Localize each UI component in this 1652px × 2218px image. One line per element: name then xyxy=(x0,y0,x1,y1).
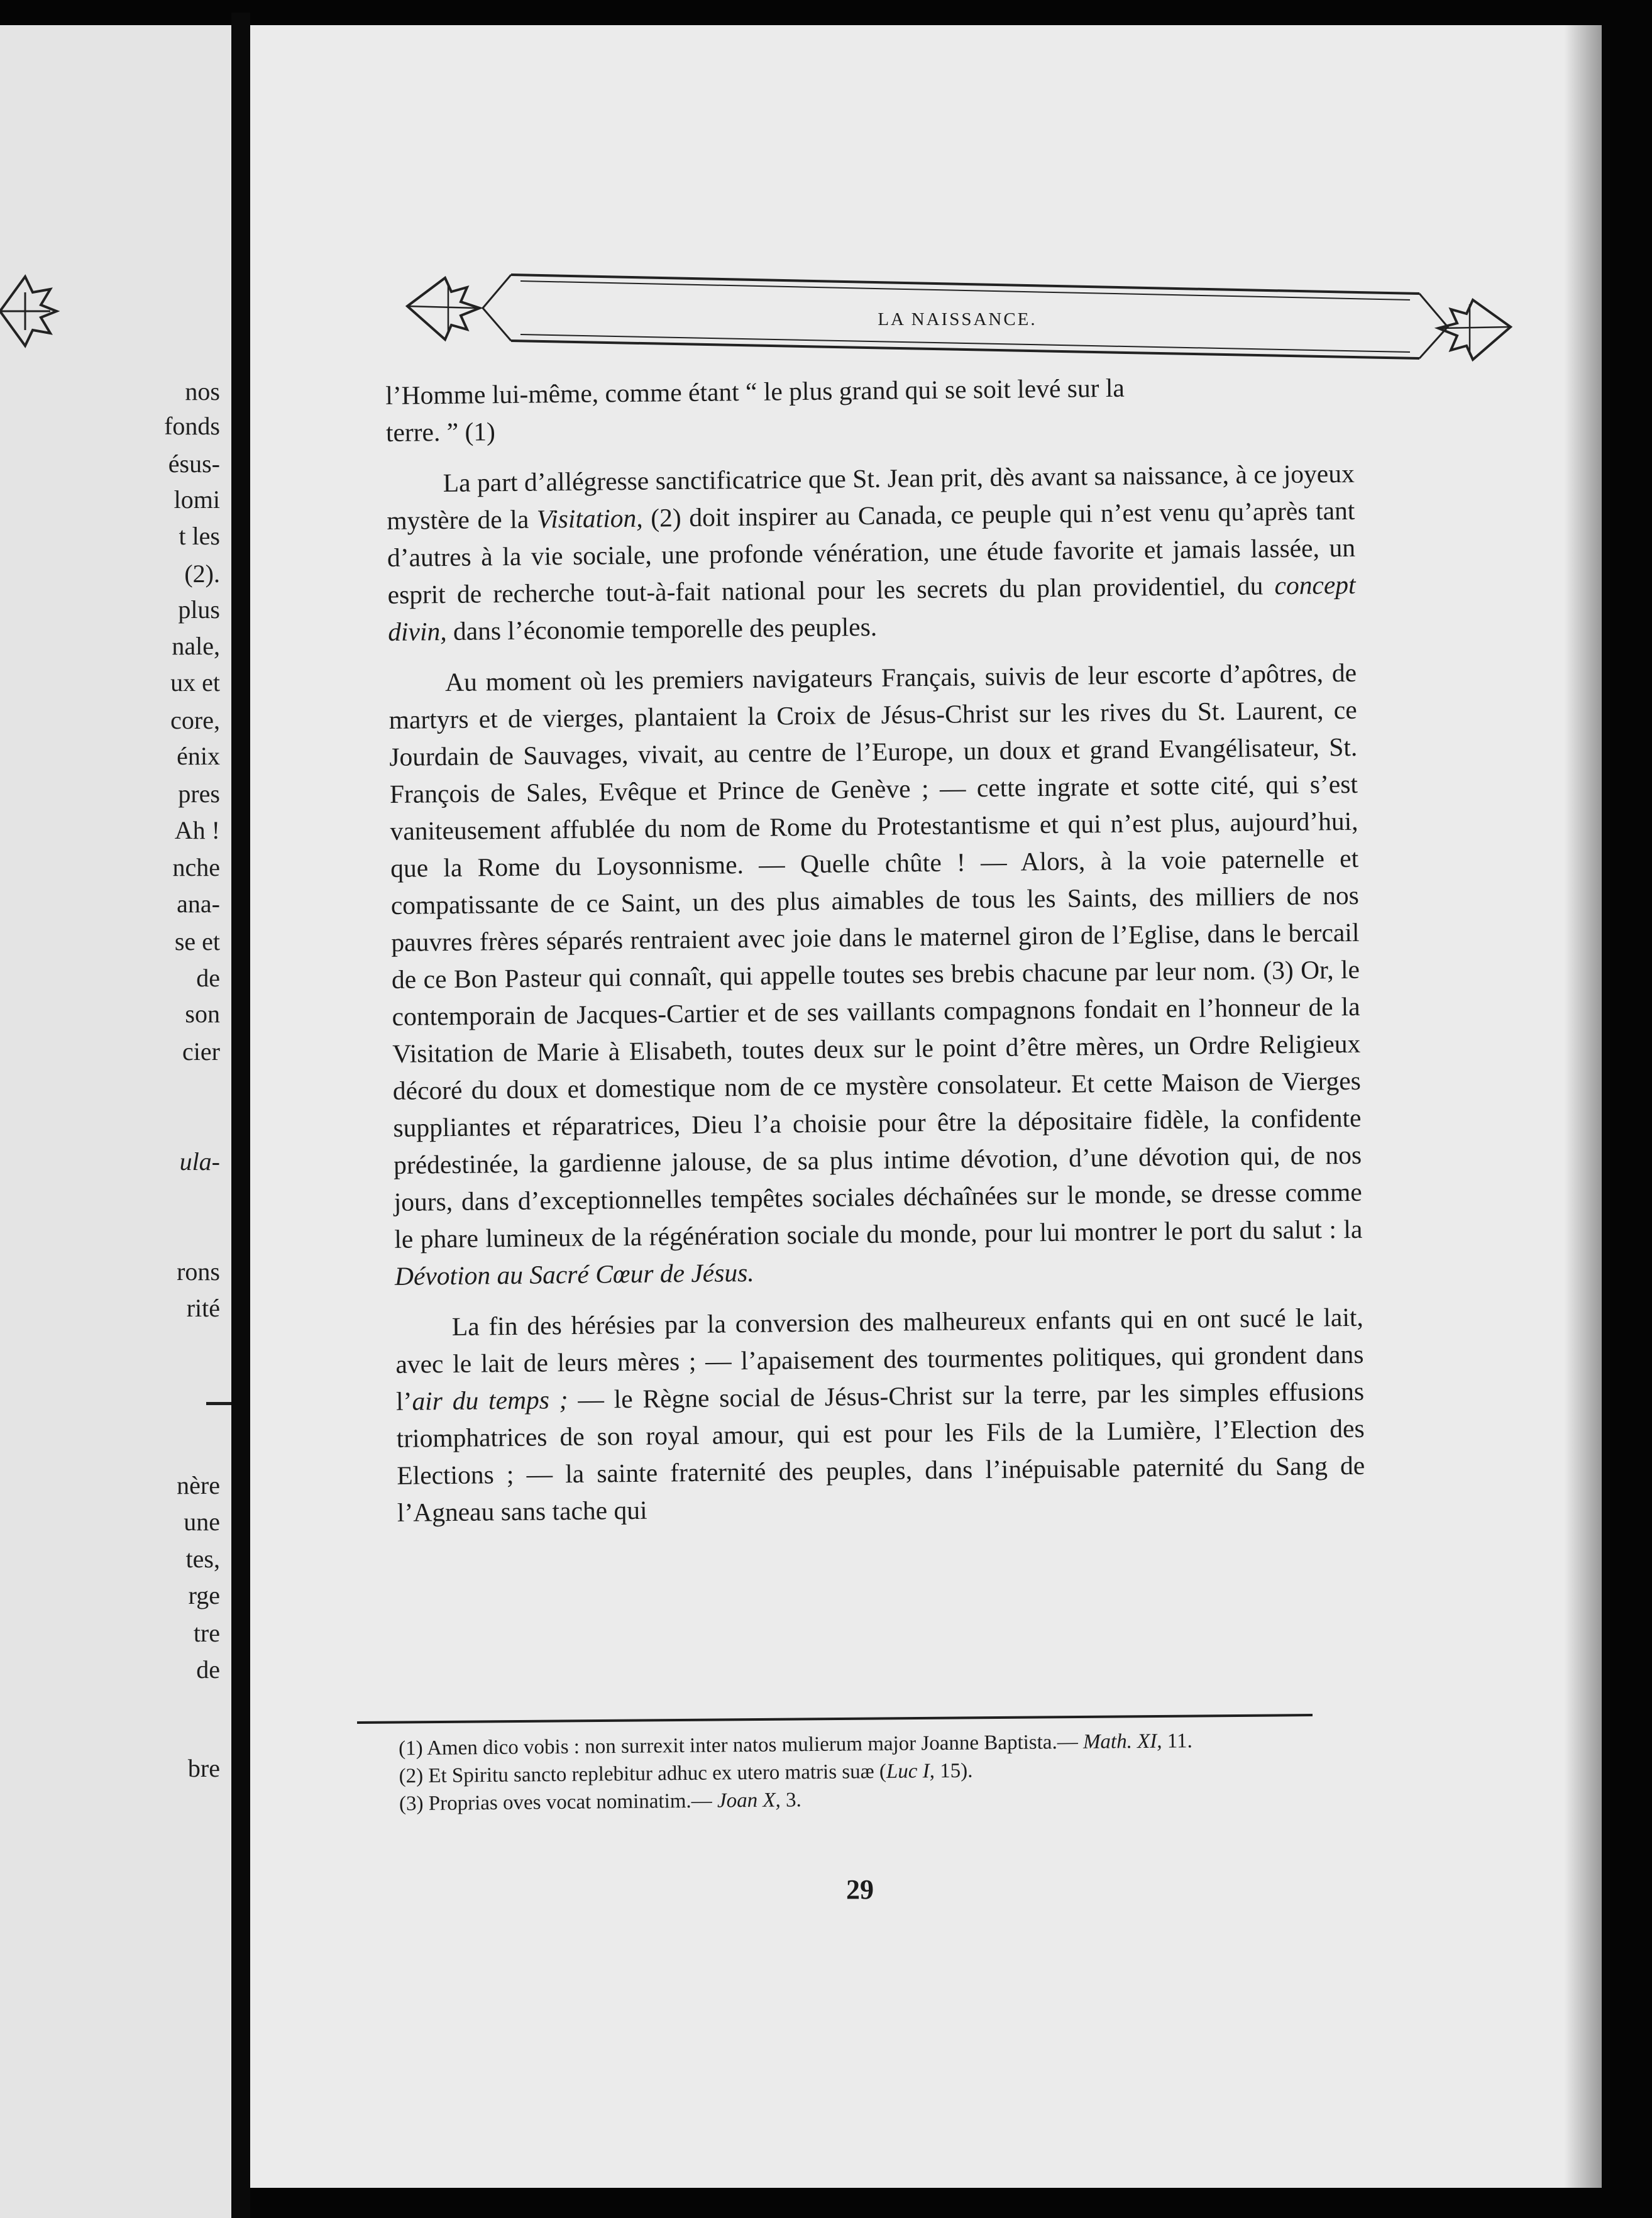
page-edge-shadow xyxy=(1564,25,1602,2188)
paragraph-francois-de-sales xyxy=(388,654,1363,1295)
footnote-text: (3) Proprias oves vocat nominatim.— xyxy=(399,1789,718,1816)
footnote-rule xyxy=(357,1714,1313,1724)
italic-run: Dévotion au Sacré Cœur de Jésus. xyxy=(394,1257,754,1291)
body-text xyxy=(385,367,1365,1531)
left-leaf-ornament-icon xyxy=(407,278,480,339)
book-page xyxy=(250,25,1602,2188)
left-fragment: ula- xyxy=(179,1147,220,1176)
left-fragment: plus xyxy=(178,595,220,624)
paragraph-line: l’Homme lui-même, comme étant “ le plus grand qui se soit levé sur la xyxy=(385,373,1125,410)
footnote-text: (1) Amen dico vobis : non surrexit inter natos mulierum major Joanne Baptista.— xyxy=(399,1730,1078,1760)
leaf-ornament-icon xyxy=(0,264,63,358)
left-fragment: cier xyxy=(182,1037,220,1066)
left-fragment: core, xyxy=(170,706,220,734)
left-fragment: une xyxy=(184,1508,220,1536)
left-fragment: bre xyxy=(187,1754,220,1782)
footnote-reference: Math. XI, xyxy=(1082,1730,1162,1753)
text-run: Au moment où les premiers navigateurs Français, suivis de leur escorte d’apôtres, de martyrs et de vierges, plantaient la Croix de Jésus-Christ sur les rives du St. Laurent, ce Jourdain de Sauvages, vivait, au centre de l’Europe, un doux et grand Evangélisateur, St. François de Sales, Evêque et Prince de Genève ; — cette ingrate et sotte cité, qui s’est vaniteusement affublée du nom de Rome du Protestantisme et qui n’est plus, aujourd’hui, que la Rome du Loysonnisme. — Quelle chûte ! — Alors, à la voie paternelle et compatissante de ce Saint, un des plus aimables de tous les Saints, des milliers de nos pauvres frères séparés rentraient avec joie dans le maternel giron de l’Eglise, dans le bercail de ce Bon Pasteur qui connaît, qui appelle toutes ses brebis chacune par leur nom. (3) Or, le contemporain de Jacques-Cartier et de ses vaillants compagnons fondait en l’honneur de la Visitation de Marie à Elisabeth, toutes deux sur le point d’être mères, un Ordre Religieux décoré du doux et domestique nom de ce mystère consolateur. Et cette Maison de Vierges suppliantes et réparatrices, Dieu l’a choisie pour être la dépositaire fidèle, la confidente prédestinée, la gardienne jalouse, de sa plus intime dévotion, d’une dévotion qui, de nos jours, dans d’exceptionnelles tempêtes sociales déchaînées sur le monde, se dresse comme le phare lumineux de la régénération sociale du monde, pour lui montrer le port du salut : la xyxy=(388,658,1363,1254)
text-run: dans l’économie temporelle des peuples. xyxy=(446,612,878,646)
left-fragment: rité xyxy=(186,1294,220,1322)
text-run: — le Règne social de Jésus-Christ sur la terre, par les simples effusions triomphatrices de son royal amour, qui est pour les Fils de la Lumière, l’Election des Elections ; — la sainte fraternité des peuples, dans l’inépuisable paternité du Sang de l’Agneau sans tache qui xyxy=(396,1376,1365,1527)
left-page-rule xyxy=(206,1402,231,1405)
left-fragment: énix xyxy=(177,742,220,770)
text-run: (2) doit inspirer au Canada, ce peuple qui n’est venu qu’après tant d’autres à la vie sociale, une profonde vénération, une étude favorite et jamais lassée, un esprit de recherche tout-à-fait national pour les secrets du plan providentiel, du xyxy=(387,495,1356,609)
italic-run: air du temps ; xyxy=(412,1385,568,1416)
left-fragment: rons xyxy=(177,1257,220,1286)
left-fragment: nère xyxy=(177,1471,220,1499)
footnote-text: (2) Et Spiritu sancto replebitur adhuc ex utero matris suæ ( xyxy=(399,1760,887,1788)
left-fragment: ésus- xyxy=(168,450,220,478)
paragraph-heresies xyxy=(395,1299,1366,1531)
left-fragment: pres xyxy=(178,780,220,808)
left-fragment: nos xyxy=(185,377,220,406)
left-fragment: de xyxy=(196,1655,220,1684)
footnote-reference: Joan X, xyxy=(717,1789,781,1812)
paragraph-line: terre. ” (1) xyxy=(385,417,496,447)
text-run: La fin des hérésies par la conversion des malheureux enfants qui en ont sucé le lait, avec le lait de leurs mères ; — l’apaisement des tourmentes politiques, qui grondent dans l’ xyxy=(395,1302,1364,1416)
page-header xyxy=(401,246,1514,372)
left-fragment: ana- xyxy=(177,890,220,918)
left-fragment: tre xyxy=(193,1619,220,1647)
left-fragment: nche xyxy=(172,853,220,881)
footnote-text: 15). xyxy=(934,1759,973,1783)
footnote-text: 3. xyxy=(780,1789,801,1812)
left-fragment: t les xyxy=(179,522,220,550)
paragraph-continuation xyxy=(385,367,1354,451)
left-fragment: Ah ! xyxy=(174,816,220,844)
left-fragment: son xyxy=(185,1000,220,1028)
italic-run: Visitation, xyxy=(536,503,643,534)
left-fragment: tes, xyxy=(185,1545,220,1573)
left-fragment: ux et xyxy=(170,668,220,697)
left-fragment: nale, xyxy=(172,632,220,660)
footnote-text: 11. xyxy=(1162,1730,1192,1753)
footnote-reference: Luc I, xyxy=(886,1760,935,1783)
left-fragment: lomi xyxy=(173,485,220,514)
book-gutter xyxy=(231,13,250,2218)
left-fragment: rge xyxy=(188,1581,220,1609)
left-fragment: (2). xyxy=(184,560,220,588)
left-fragment: de xyxy=(196,964,220,992)
running-title: LA NAISSANCE. xyxy=(878,309,1037,329)
paragraph-visitation xyxy=(386,455,1356,651)
footnotes xyxy=(357,1726,1326,1818)
text-run: La part d’allégresse sanctificatrice que St. Jean prit, dès avant sa naissance, à ce joyeux mystère de la xyxy=(387,458,1355,535)
page-number: 29 xyxy=(846,1874,874,1905)
italic-run: concept divin, xyxy=(388,570,1356,646)
left-fragment: fonds xyxy=(164,412,220,440)
left-facing-page xyxy=(0,25,231,2218)
left-fragment: se et xyxy=(174,927,220,956)
